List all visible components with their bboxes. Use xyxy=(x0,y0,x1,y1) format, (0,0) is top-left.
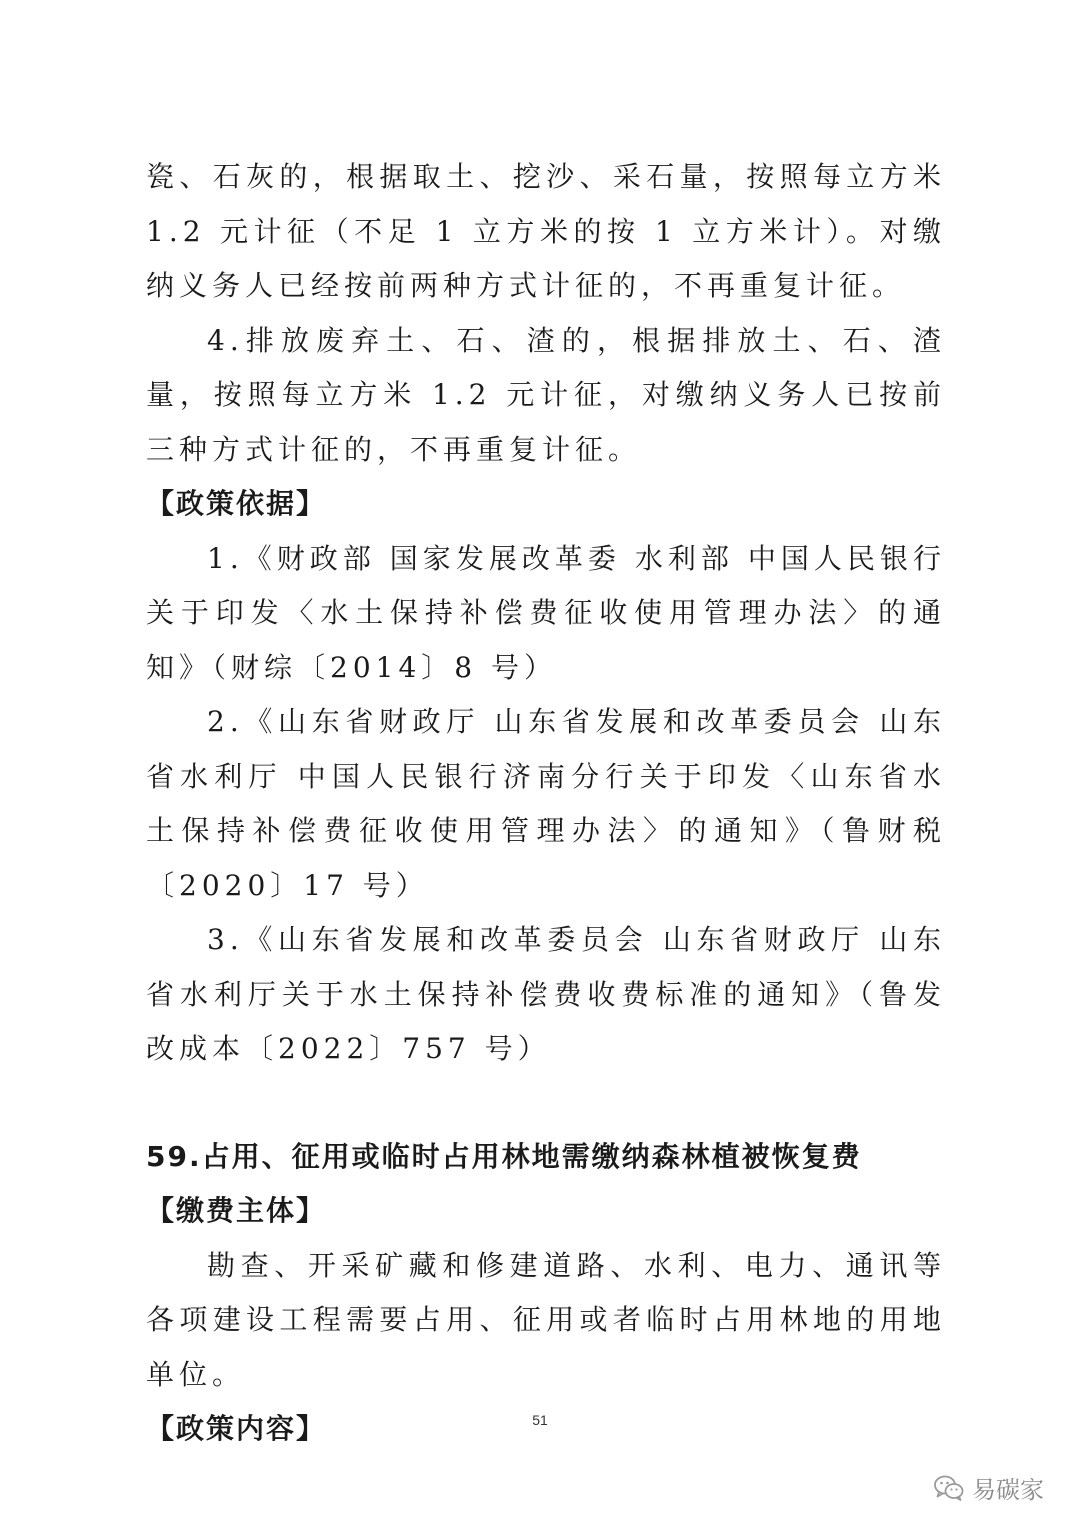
page-number: 51 xyxy=(532,1412,548,1428)
watermark xyxy=(934,1470,1044,1505)
policy-basis-item-3: 3.《山东省发展和改革委员会 山东省财政厅 山东省水利厅关于水土保持补偿费收费标准的通知》（鲁发改成本〔2022〕757 号） xyxy=(146,923,946,1065)
payer-paragraph: 勘查、开采矿藏和修建道路、水利、电力、通讯等各项建设工程需要占用、征用或者临时占用林地的用地单位。 xyxy=(146,1248,946,1391)
policy-basis-item-2: 2.《山东省财政厅 山东省发展和改革委员会 山东省水利厅 中国人民银行济南分行关于印发〈山东省水土保持补偿费征收使用管理办法〉的通知》（鲁财税〔2020〕17 号） xyxy=(146,705,946,902)
heading-policy-basis: 【政策依据】 xyxy=(146,487,327,520)
policy-basis-item-1: 1.《财政部 国家发展改革委 水利部 中国人民银行关于印发〈水土保持补偿费征收使用管理办法〉的通知》（财综〔2014〕8 号） xyxy=(146,541,946,684)
wechat-icon xyxy=(934,1475,964,1501)
page-content xyxy=(146,150,946,1457)
watermark-text: 易碳家 xyxy=(972,1476,1044,1504)
heading-payer: 【缴费主体】 xyxy=(146,1194,327,1227)
paragraph-item-4: 4.排放废弃土、石、渣的，根据排放土、石、渣量，按照每立方米 1.2 元计征，对缴纳义务人已按前三种方式计征的，不再重复计征。 xyxy=(146,323,946,466)
section-title: 59.占用、征用或临时占用林地需缴纳森林植被恢复费 xyxy=(146,1139,862,1173)
section-gap xyxy=(146,1077,946,1130)
paragraph-continued: 瓷、石灰的，根据取土、挖沙、采石量，按照每立方米 1.2 元计征（不足 1 立方米的按 1 立方米计）。对缴纳义务人已经按前两种方式计征的，不再重复计征。 xyxy=(146,160,946,302)
heading-policy-content: 【政策内容】 xyxy=(146,1412,327,1445)
